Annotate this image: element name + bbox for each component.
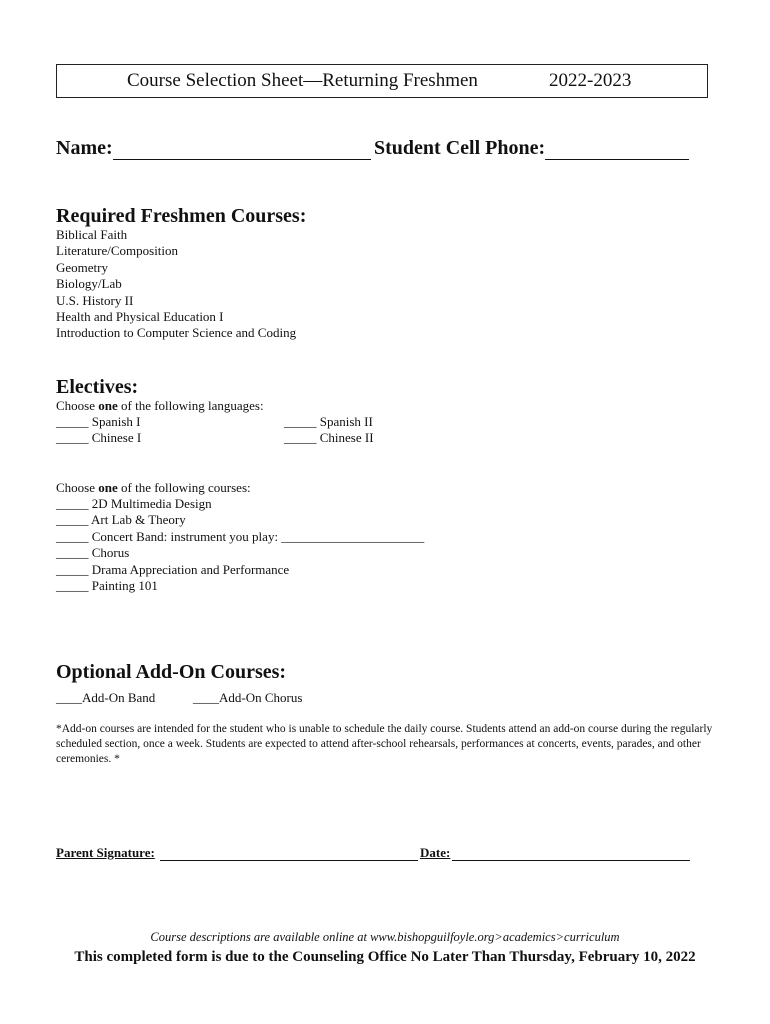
courses-intro [56, 480, 251, 496]
title-box [56, 64, 708, 98]
addon-heading: Optional Add-On Courses: [56, 661, 287, 683]
phone-blank[interactable] [545, 136, 689, 160]
list-item: Literature/Composition [56, 243, 179, 259]
intro-text: Choose [56, 480, 99, 495]
name-label: Name: [56, 137, 113, 159]
list-item: Biblical Faith [56, 227, 128, 242]
language-option-chinese-1[interactable]: _____ Chinese I [56, 430, 142, 446]
due-date-notice: This completed form is due to the Counseling Office No Later Than Thursday, February 10, 2022 [74, 949, 696, 965]
name-field[interactable] [56, 136, 371, 160]
intro-text: of the following courses: [117, 480, 251, 495]
required-course-list [56, 227, 296, 342]
language-option-chinese-2[interactable]: _____ Chinese II [284, 430, 374, 446]
elective-option[interactable]: _____ Concert Band: instrument you play: ______________________ [56, 528, 425, 544]
list-item: Health and Physical Education I [56, 309, 224, 325]
name-blank[interactable] [113, 136, 371, 160]
parent-signature-label: Parent Signature: [56, 845, 155, 860]
electives-heading: Electives: [56, 376, 139, 398]
elective-option[interactable]: _____ Chorus [56, 545, 130, 561]
list-item: Introduction to Computer Science and Coding [56, 325, 297, 341]
intro-text: of the following languages: [117, 398, 264, 413]
elective-option[interactable]: _____ Art Lab & Theory [56, 512, 186, 528]
language-option-spanish-1[interactable]: _____ Spanish I [56, 414, 141, 429]
language-option-spanish-2[interactable]: _____ Spanish II [284, 414, 373, 429]
page-title: Course Selection Sheet—Returning Freshmen [127, 70, 478, 91]
languages-intro [56, 398, 264, 414]
elective-option[interactable]: _____ Painting 101 [56, 578, 158, 594]
addon-band-option[interactable]: ____Add-On Band [56, 690, 156, 705]
required-heading: Required Freshmen Courses: [56, 205, 307, 227]
school-year: 2022-2023 [549, 70, 632, 91]
parent-signature-line[interactable] [160, 860, 418, 861]
list-item: Geometry [56, 259, 108, 275]
elective-option[interactable]: _____ 2D Multimedia Design [56, 496, 212, 511]
addon-note: *Add-on courses are intended for the student who is unable to schedule the daily course. Students attend an add-on course during the regularly scheduled section, once a week. Students are expected to attend after-school rehearsals, performances at concerts, events, parades, and other ceremonies. * [56, 723, 713, 765]
list-item: Biology/Lab [56, 276, 122, 292]
languages-left-column [56, 414, 141, 447]
date-line[interactable] [452, 860, 690, 861]
date-label: Date: [420, 845, 451, 860]
addon-chorus-option[interactable]: ____Add-On Chorus [193, 690, 303, 705]
course-descriptions-note: Course descriptions are available online at www.bishopguilfoyle.org>academics>curriculum [150, 930, 620, 944]
intro-emphasis: one [98, 398, 118, 413]
intro-text: Choose [56, 398, 99, 413]
elective-course-list [56, 496, 424, 594]
phone-label: Student Cell Phone: [374, 137, 546, 159]
intro-emphasis: one [98, 480, 118, 495]
phone-field[interactable] [374, 136, 689, 160]
languages-right-column [284, 414, 374, 447]
elective-option[interactable]: _____ Drama Appreciation and Performance [56, 561, 290, 577]
list-item: U.S. History II [56, 292, 134, 308]
